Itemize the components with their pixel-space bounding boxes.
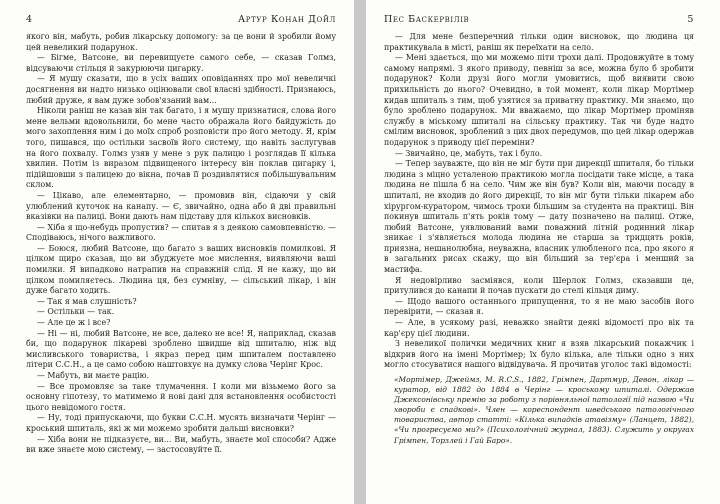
paragraph: — Щодо вашого останнього припущення, то я не маю засобів його перевірити, — сказав я. — [384, 296, 694, 317]
paragraph: З невеликої полички медичних книг я взяв лікарський покажчик і відкрив його на імені Мортімер; їх було кілька, але тільки одно з них могло стосуватися нашого відвідувача. Я прочитав уголос такі відомості: — [384, 339, 694, 370]
right-page-header — [384, 14, 694, 26]
paragraph: — Ні — ні, любий Ватсоне, не все, далеко не все! Я, наприклад, сказав би, що подарунок лікареві зроблено швидше від шпиталю, ніж від мисливського товариства, і якраз перед цим шпиталем поставлено літери С.С.Н., а це само собою наштовхує на думку слова Черінг Крос. — [26, 328, 336, 370]
left-running-head: Артур Конан Дойл — [238, 14, 336, 25]
book-gutter — [354, 0, 366, 504]
directory-quote — [384, 375, 694, 446]
paragraph: — Боюся, любий Ватсоне, що багато з ваших висновків помилкові. Я цілком щиро сказав, що ви збуджуєте моє мислення, виявляючи ваші помилки. Я випадково натрапив на справжній слід. Я не кажу, що ви цілком помиляєтесь. Людина ця, без сумніву, — сільський лікар, і він дуже багато ходить. — [26, 243, 336, 296]
paragraph: — Остільки — так. — [37, 307, 115, 317]
paragraph: — Мені здається, що ми можемо піти трохи далі. Продовжуйте в тому самому напрямі. З якого приводу, певніш за все, можна було б зробити подарунок? Коли друзі його могли умовитись, щоб виявити свою прихильність до нього? Очевидно, в той момент, коли лікар Мортімер кидав шпиталь з тим, щоб узятися за приватну практику. Ми знаємо, що було зроблено подарунок. Ми вважаємо, що лікар Мортімер проміняв службу в міському шпиталі на сільську практику. Так чи буде надто смілим висновок, зроблений з цих двох передумов, що цей лікар одержав подарунок з приводу цієї переміни? — [384, 53, 694, 147]
right-page — [366, 0, 720, 504]
paragraph: Я недовірливо засміявся, коли Шерлок Голмз, сказавши це, притулився до канапи й почав пускати до стелі кільця диму. — [384, 275, 694, 296]
paragraph: — Звичайно, це, мабуть, так і було. — [395, 148, 543, 158]
right-page-number: 5 — [687, 14, 694, 25]
left-page — [0, 0, 354, 504]
left-page-header — [26, 14, 336, 26]
paragraph: якого він, мабуть, робив лікарську допомогу: за це вони й зробили йому цей невеликий подарунок. — [26, 32, 336, 52]
paragraph: — Для мене безперечний тільки один висновок, що людина ця практикувала в місті, раніш як переїхати на село. — [384, 32, 694, 52]
paragraph: — Хіба вони не підказуєте, ви... Ви, мабуть, знаєте мої способи? Адже ви вже знаєте мою систему, — застосовуйте її. — [26, 434, 336, 455]
paragraph: — Ну, тоді припускаючи, що букви С.С.Н. мусять визначати Черінг — кроський шпиталь, які ж ми можемо зробити дальші висновки? — [26, 413, 336, 433]
left-page-body — [26, 32, 336, 456]
paragraph: — Хіба я що-небудь пропустив? — спитав я з деякою самовпевністю. — Сподіваюсь, нічого важливого. — [26, 222, 336, 243]
paragraph: — Але, в усякому разі, неважко знайти деякі відомості про вік та кар'єру цієї людини. — [384, 318, 694, 338]
paragraph: Ніколи раніш не казав він так багато, і я мушу признатися, слова його мене вельми вдовольнили, бо мене часто ображала його байдужість до мого захоплення ним і до моїх спроб розповісти про його методу. Я, крім того, пишався, що остільки засвоїв його систему, що навіть заслугував на його похвалу. Голмз узяв у мене з рук палицю і розглядав її кілька хвилин. Потім із виразом підвищеного інтересу він поклав цигарку і, підійшовши з палицею до вікна, почав її роздивлятися побільшувальним склом. — [26, 106, 336, 190]
paragraph: — Бігме, Ватсоне, ви перевищуєте самого себе, — сказав Голмз, відсуваючи стільця й закурюючи цигарку. — [26, 53, 336, 73]
quote-text: «Мортімер, Джеймз, М. R.C.S., 1882, Грімпен, Дартмур, Девон, лікар — куратор, від 1882 до 1884 в Черінг — кроському шпиталі. Одержав Джексонівську премію за роботу з порівняльної патології під назвою «Чи хвороби є спадкові». Член — кореспондент шведського патологічного товариства, автор статті: «Кілька випадків атавізму» (Ланцет, 1882), «Чи прогресуємо ми?» (Психологічний журнал, 1883). Служить у округах Грімпен, Торзлей і Гай Баро». — [394, 375, 694, 445]
paragraph: — Все промовляє за таке тлумачення. І коли ми візьмемо його за основну гіпотезу, то матимемо й нові дані для встановлення особистості цього невідомого гостя. — [26, 381, 336, 412]
right-page-body — [384, 32, 694, 446]
paragraph: — Я мушу сказати, що в усіх ваших оповіданнях про мої невеличкі досягнення ви надто низько оцінювали свої власні здібності. Признаюсь, любий друже, я вам дуже зобов'язаний вам... — [26, 74, 336, 105]
right-running-head: Пес Баскервілів — [384, 14, 470, 25]
paragraph: — Так я мав слушність? — [37, 296, 137, 306]
left-page-number: 4 — [26, 14, 33, 25]
paragraph: — Цікаво, але елементарно, — промовив він, сідаючи у свій улюблений куточок на канапу. — Є, звичайно, одна або й дві правильні вказівки на палиці. Вони дають нам підставу для кількох висновків. — [26, 190, 336, 222]
paragraph: — Але це ж і все? — [37, 318, 111, 328]
paragraph: — Тепер зауважте, що він не міг бути при дирекції шпиталя, бо тільки людина з міцно усталеною практикою могла посідати таке місце, а така людина не пішла б на село. Чим же він був? Коли він, маючи посаду в шпиталі, не входив до його дирекції, то він міг бути тільки лікарем або хірургом-куратором, чимось трохи більшим за студента на практиці. Він покинув шпиталь п'ять років тому — дату позначено на палиці. Отже, любий Ватсоне, уявлюваний вами поважний літній родинний лікар зникає і з'являється молода людина не старша за тридцять років, приязна, нешанолюбна, неуважна, власник улюбленого пса, про якого я в загальних рисах скажу, що він більший за тер'єра і менший за мастифа. — [384, 159, 694, 275]
paragraph: — Мабуть, ви маєте рацію. — [37, 371, 149, 380]
